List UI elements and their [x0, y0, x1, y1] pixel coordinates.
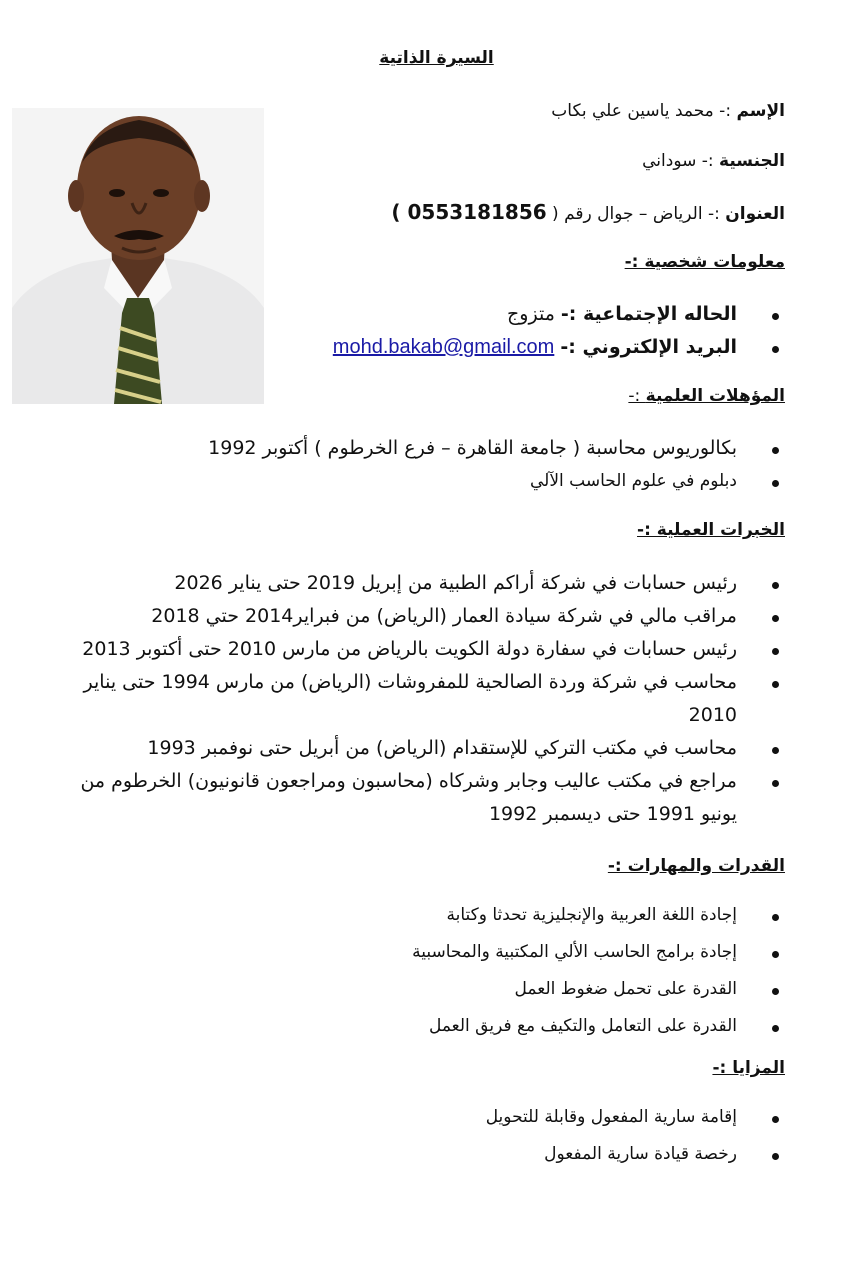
list-item: إجادة اللغة العربية والإنجليزية تحدثا وكتابة — [412, 897, 785, 934]
list-item: القدرة على تحمل ضغوط العمل — [412, 971, 785, 1008]
skills-list — [412, 897, 785, 1045]
address-label: العنوان — [725, 204, 785, 224]
qualifications-heading-suffix: :- — [628, 386, 646, 406]
qualifications-heading — [628, 386, 785, 406]
list-item: القدرة على التعامل والتكيف مع فريق العمل — [412, 1008, 785, 1045]
address-row — [391, 200, 785, 224]
marital-item — [333, 298, 785, 331]
nationality-sep: :- — [696, 151, 720, 171]
experience-heading: الخبرات العملية :- — [637, 520, 785, 540]
page-title: السيرة الذاتية — [379, 48, 494, 68]
list-item: رئيس حسابات في سفارة دولة الكويت بالرياض من مارس 2010 حتى أكتوبر 2013 — [65, 633, 785, 666]
qualifications-heading-text: المؤهلات العلمية — [645, 386, 785, 406]
name-sep: :- — [713, 101, 737, 121]
advantages-heading: المزايا :- — [712, 1058, 785, 1078]
qualifications-list — [208, 432, 785, 498]
nationality-row — [642, 151, 785, 171]
nationality-value: سوداني — [642, 151, 697, 171]
email-link[interactable]: mohd.bakab@gmail.com — [332, 336, 555, 358]
address-value: :- الرياض – جوال رقم ( — [546, 204, 726, 224]
personal-info-heading: معلومات شخصية :- — [624, 252, 785, 272]
list-item: محاسب في شركة وردة الصالحية للمفروشات (الرياض) من مارس 1994 حتى يناير 2010 — [65, 666, 785, 732]
name-value: محمد ياسين علي بكاب — [551, 101, 714, 121]
email-item — [333, 331, 785, 364]
list-item: مراقب مالي في شركة سيادة العمار (الرياض) من فبراير2014 حتي 2018 — [65, 600, 785, 633]
list-item: محاسب في مكتب التركي للإستقدام (الرياض) من أبريل حتى نوفمبر 1993 — [65, 732, 785, 765]
list-item: إجادة برامج الحاسب الألي المكتبية والمحاسبية — [412, 934, 785, 971]
name-label: الإسم — [736, 101, 785, 121]
skills-heading: القدرات والمهارات :- — [607, 856, 785, 876]
list-item: بكالوريوس محاسبة ( جامعة القاهرة – فرع الخرطوم ) أكتوبر 1992 — [208, 432, 785, 465]
email-label: البريد الإلكتروني :- — [560, 336, 737, 358]
advantages-list — [486, 1099, 785, 1173]
list-item: مراجع في مكتب عاليب وجابر وشركاه (محاسبون ومراجعون قانونيون) الخرطوم من يونيو 1991 حتى ديسمبر 1992 — [65, 765, 785, 831]
list-item: دبلوم في علوم الحاسب الآلي — [208, 465, 785, 498]
experience-list — [65, 567, 785, 831]
phone-number: 0553181856 — [407, 200, 547, 224]
list-item: رخصة قيادة سارية المفعول — [486, 1136, 785, 1173]
marital-label: الحاله الإجتماعية :- — [560, 303, 737, 325]
nationality-label: الجنسية — [719, 151, 785, 171]
list-item: رئيس حسابات في شركة أراكم الطبية من إبريل 2019 حتى يناير 2026 — [65, 567, 785, 600]
personal-info-list — [333, 298, 785, 364]
list-item: إقامة سارية المفعول وقابلة للتحويل — [486, 1099, 785, 1136]
profile-photo — [12, 108, 264, 404]
marital-value: متزوج — [507, 303, 561, 325]
address-end: ) — [391, 200, 408, 224]
name-row — [551, 101, 785, 121]
